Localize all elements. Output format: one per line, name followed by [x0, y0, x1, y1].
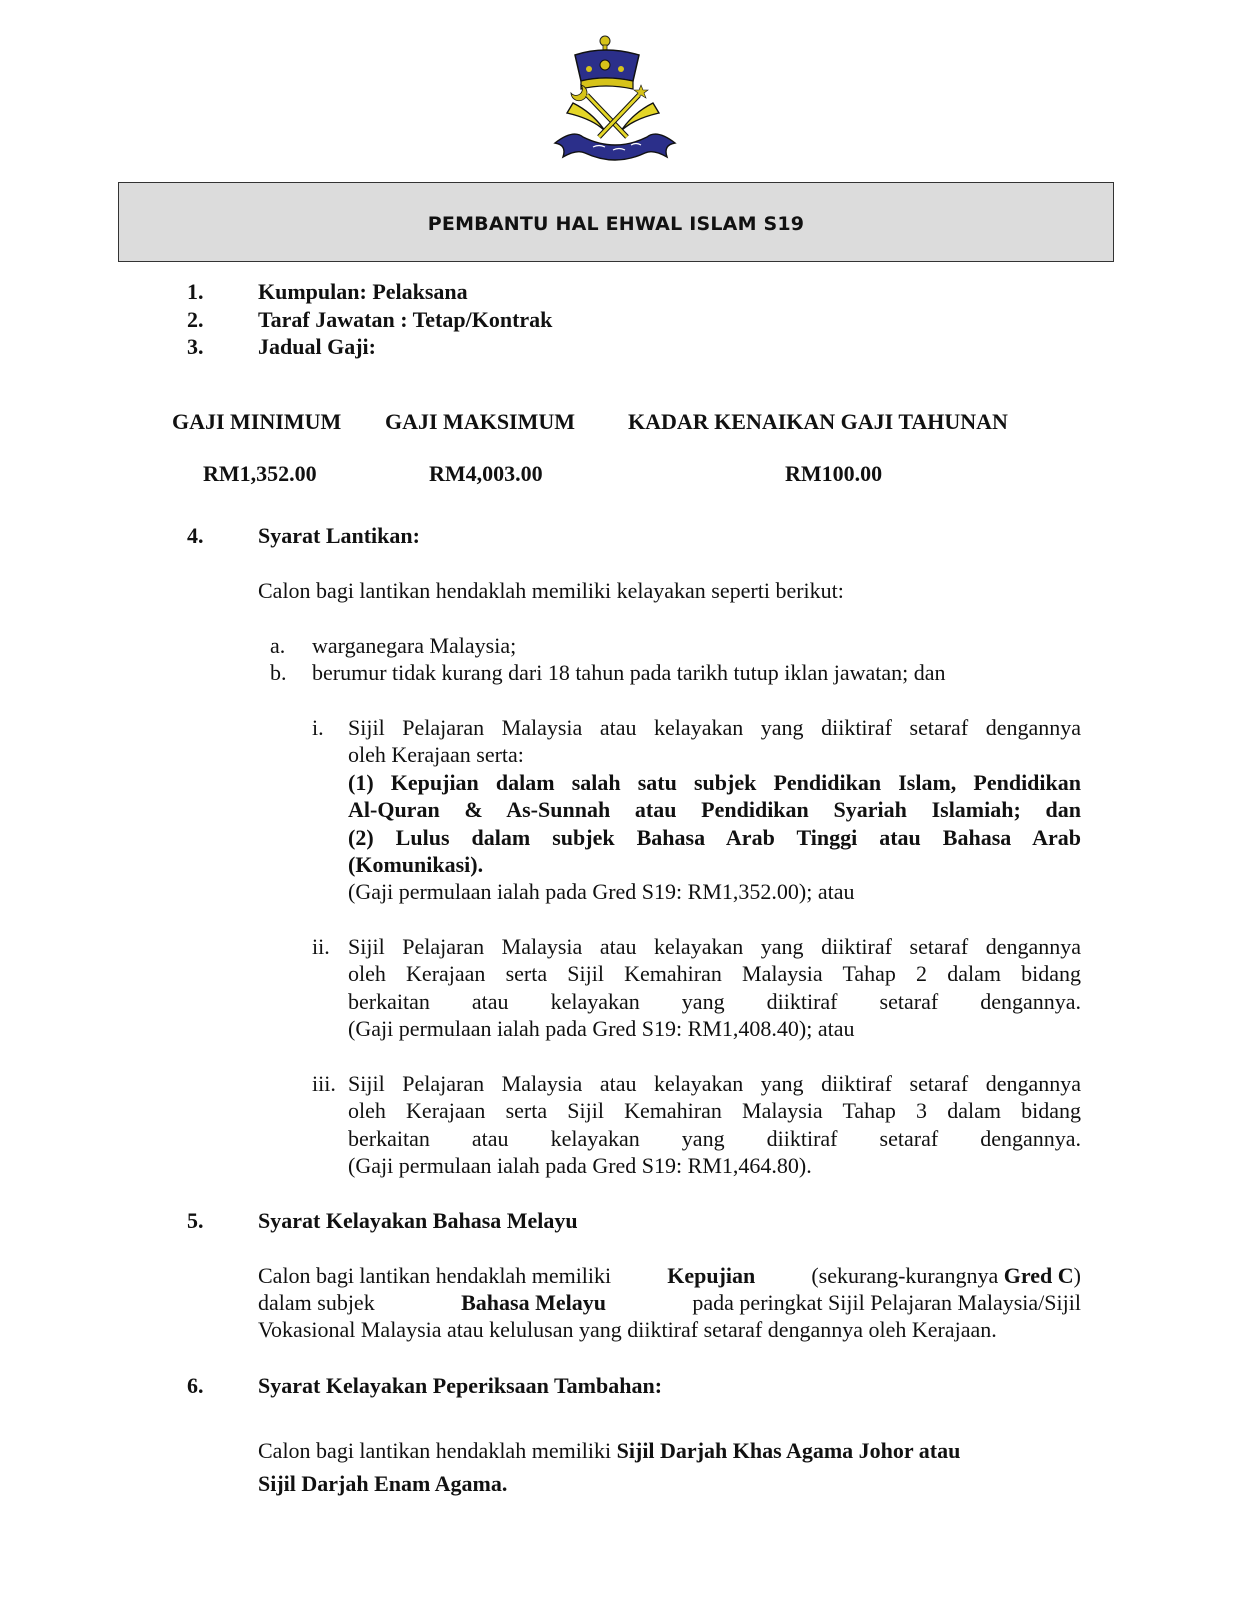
section-6-sijil-1: Sijil Darjah Khas Agama Johor atau	[616, 1438, 961, 1463]
sub-ii-label: ii.	[312, 934, 330, 959]
item-3-text: Jadual Gaji:	[258, 334, 376, 359]
sub-iii-line-2: oleh Kerajaan serta Sijil Kemahiran Malaysia Tahap 3 dalam bidang	[348, 1098, 1081, 1123]
sub-ii-line-1: Sijil Pelajaran Malaysia atau kelayakan yang diiktiraf setaraf dengannya	[348, 934, 1081, 959]
point-b-label: b.	[270, 660, 287, 685]
salary-value-max: RM4,003.00	[429, 461, 543, 486]
salary-header-max: GAJI MAKSIMUM	[385, 409, 576, 434]
sub-ii-line-3: berkaitan atau kelayakan yang diiktiraf setaraf dengannya.	[348, 989, 1081, 1014]
sub-i-bold-1: (1) Kepujian dalam salah satu subjek Pendidikan Islam, Pendidikan	[348, 770, 1081, 795]
section-6-heading: Syarat Kelayakan Peperiksaan Tambahan:	[258, 1373, 663, 1398]
section-5-line-1	[258, 1262, 1081, 1290]
item-1-number: 1.	[187, 279, 204, 304]
sub-i-pay: (Gaji permulaan ialah pada Gred S19: RM1,352.00); atau	[348, 879, 855, 904]
section-5-gred: Gred C	[1003, 1263, 1074, 1288]
sub-iii-pay: (Gaji permulaan ialah pada Gred S19: RM1,464.80).	[348, 1153, 812, 1178]
point-a-label: a.	[270, 633, 286, 658]
section-6-number: 6.	[187, 1373, 204, 1398]
section-6-line-1	[258, 1437, 960, 1465]
item-1-text: Kumpulan: Pelaksana	[258, 279, 468, 304]
sub-ii-line-2: oleh Kerajaan serta Sijil Kemahiran Malaysia Tahap 2 dalam bidang	[348, 961, 1081, 986]
section-5-kepujian: Kepujian	[667, 1263, 756, 1288]
section-5-text-e: pada peringkat Sijil Pelajaran Malaysia/Sijil	[692, 1290, 1081, 1315]
sub-i-line-1: Sijil Pelajaran Malaysia atau kelayakan yang diiktiraf setaraf dengannya	[348, 715, 1081, 740]
section-5-bahasa-melayu: Bahasa Melayu	[461, 1290, 606, 1315]
sub-i-bold-3: (2) Lulus dalam subjek Bahasa Arab Tinggi atau Bahasa Arab	[348, 825, 1081, 850]
section-5-text-d: dalam subjek	[258, 1290, 375, 1315]
item-3-number: 3.	[187, 334, 204, 359]
sub-i-label: i.	[312, 715, 324, 740]
sub-i-bold-4: (Komunikasi).	[348, 852, 484, 877]
section-4-number: 4.	[187, 523, 204, 548]
section-4-heading: Syarat Lantikan:	[258, 523, 420, 548]
item-2-number: 2.	[187, 307, 204, 332]
salary-value-min: RM1,352.00	[203, 461, 317, 486]
title-banner	[118, 182, 1114, 262]
sub-iii-line-1: Sijil Pelajaran Malaysia atau kelayakan yang diiktiraf setaraf dengannya	[348, 1071, 1081, 1096]
salary-value-increment: RM100.00	[785, 461, 883, 486]
section-6-text-a: Calon bagi lantikan hendaklah memiliki	[258, 1438, 612, 1463]
sub-i-line-2: oleh Kerajaan serta:	[348, 742, 524, 767]
salary-header-increment: KADAR KENAIKAN GAJI TAHUNAN	[628, 409, 1008, 434]
salary-header-min: GAJI MINIMUM	[172, 409, 342, 434]
section-5-heading: Syarat Kelayakan Bahasa Melayu	[258, 1208, 578, 1233]
point-b-text: berumur tidak kurang dari 18 tahun pada tarikh tutup iklan jawatan; dan	[312, 660, 946, 685]
point-a-text: warganegara Malaysia;	[312, 633, 517, 658]
section-6-line-2: Sijil Darjah Enam Agama.	[258, 1471, 508, 1496]
state-crest-logo	[553, 33, 677, 163]
section-4-intro: Calon bagi lantikan hendaklah memiliki kelayakan seperti berikut:	[258, 578, 844, 603]
page-title: PEMBANTU HAL EHWAL ISLAM S19	[427, 213, 805, 235]
section-5-number: 5.	[187, 1208, 204, 1233]
sub-i-bold-2: Al-Quran & As-Sunnah atau Pendidikan Syariah Islamiah; dan	[348, 797, 1081, 822]
section-5-line-3: Vokasional Malaysia atau kelulusan yang diiktiraf setaraf dengannya oleh Kerajaan.	[258, 1317, 997, 1342]
sub-iii-label: iii.	[312, 1071, 336, 1096]
section-5-line-2	[258, 1289, 1081, 1317]
sub-ii-pay: (Gaji permulaan ialah pada Gred S19: RM1,408.40); atau	[348, 1016, 855, 1041]
section-5-text-c: (sekurang-kurangnya Gred C)	[811, 1263, 1081, 1288]
item-2-text: Taraf Jawatan : Tetap/Kontrak	[258, 307, 553, 332]
section-5-text-a: Calon bagi lantikan hendaklah memiliki	[258, 1263, 612, 1288]
sub-iii-line-3: berkaitan atau kelayakan yang diiktiraf setaraf dengannya.	[348, 1126, 1081, 1151]
